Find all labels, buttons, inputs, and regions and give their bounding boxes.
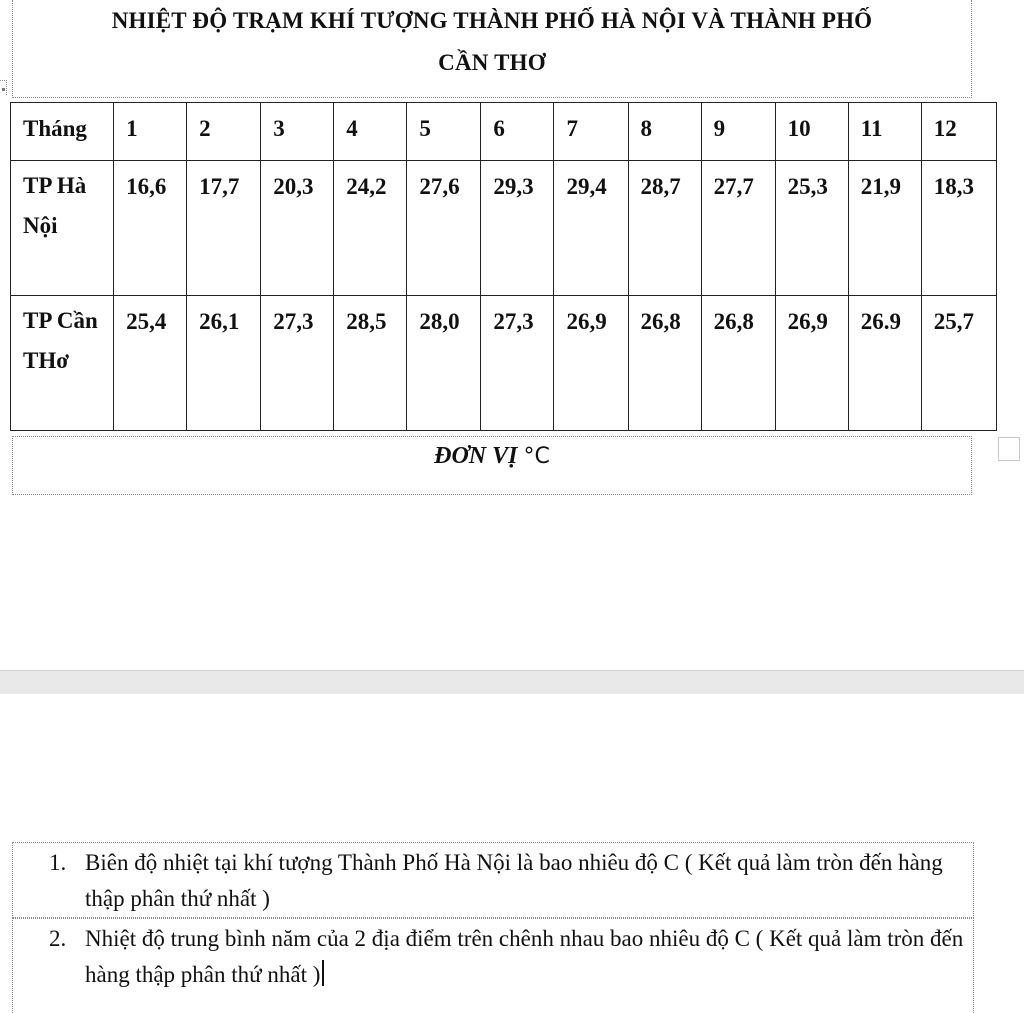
hanoi-cell-8[interactable]: 28,7 bbox=[628, 161, 701, 296]
question-1-text: Biên độ nhiệt tại khí tượng Thành Phố Hà Nội là bao nhiêu độ C ( Kết quả làm tròn đến hàng thập phân thứ nhất ) bbox=[85, 850, 943, 911]
header-month-8[interactable]: 8 bbox=[628, 103, 701, 161]
cantho-cell-8[interactable]: 26,8 bbox=[628, 296, 701, 431]
cantho-cell-10[interactable]: 26,9 bbox=[775, 296, 848, 431]
unit-symbol: °C bbox=[523, 444, 550, 469]
cantho-cell-12[interactable]: 25,7 bbox=[921, 296, 996, 431]
text-cursor bbox=[322, 960, 324, 986]
unit-line bbox=[434, 443, 550, 469]
row-label-hanoi[interactable]: TP Hà Nội bbox=[11, 161, 114, 296]
cantho-cell-1[interactable]: 25,4 bbox=[114, 296, 187, 431]
table-add-row-handle[interactable] bbox=[998, 437, 1020, 461]
hanoi-cell-6[interactable]: 29,3 bbox=[481, 161, 554, 296]
cantho-cell-7[interactable]: 26,9 bbox=[554, 296, 628, 431]
question-2-text: Nhiệt độ trung bình năm của 2 địa điểm trên chênh nhau bao nhiêu độ C ( Kết quả làm tròn đến hàng thập phân thứ nhất ) bbox=[85, 926, 964, 987]
hanoi-cell-7[interactable]: 29,4 bbox=[554, 161, 628, 296]
header-month-9[interactable]: 9 bbox=[701, 103, 775, 161]
hanoi-cell-9[interactable]: 27,7 bbox=[701, 161, 775, 296]
cantho-cell-3[interactable]: 27,3 bbox=[261, 296, 334, 431]
cantho-cell-4[interactable]: 28,5 bbox=[334, 296, 407, 431]
header-month-4[interactable]: 4 bbox=[334, 103, 407, 161]
unit-box[interactable] bbox=[12, 436, 972, 495]
question-1-number: 1. bbox=[49, 850, 67, 875]
cantho-cell-6[interactable]: 27,3 bbox=[481, 296, 554, 431]
hanoi-cell-3[interactable]: 20,3 bbox=[261, 161, 334, 296]
hanoi-cell-5[interactable]: 27,6 bbox=[407, 161, 481, 296]
hanoi-cell-2[interactable]: 17,7 bbox=[187, 161, 261, 296]
hanoi-cell-1[interactable]: 16,6 bbox=[114, 161, 187, 296]
title-box[interactable] bbox=[12, 0, 972, 98]
table-row-hanoi bbox=[11, 161, 997, 296]
header-month-2[interactable]: 2 bbox=[187, 103, 261, 161]
header-month-label[interactable]: Tháng bbox=[11, 103, 114, 161]
header-month-6[interactable]: 6 bbox=[481, 103, 554, 161]
page-break-gap bbox=[0, 670, 1024, 695]
header-month-3[interactable]: 3 bbox=[261, 103, 334, 161]
hanoi-cell-11[interactable]: 21,9 bbox=[848, 161, 921, 296]
cantho-cell-11[interactable]: 26.9 bbox=[848, 296, 921, 431]
hanoi-cell-12[interactable]: 18,3 bbox=[921, 161, 996, 296]
hanoi-cell-4[interactable]: 24,2 bbox=[334, 161, 407, 296]
question-2[interactable] bbox=[12, 918, 974, 1013]
question-2-text-wrap bbox=[85, 921, 965, 993]
document-title-line-2: CẦN THƠ bbox=[438, 50, 546, 75]
cantho-cell-9[interactable]: 26,8 bbox=[701, 296, 775, 431]
document-title-line-1: NHIỆT ĐỘ TRẠM KHÍ TƯỢNG THÀNH PHỐ HÀ NỘI VÀ THÀNH PHỐ bbox=[111, 8, 873, 33]
question-1[interactable] bbox=[12, 842, 974, 918]
header-month-12[interactable]: 12 bbox=[921, 103, 996, 161]
temperature-table[interactable] bbox=[10, 102, 997, 431]
cantho-cell-2[interactable]: 26,1 bbox=[187, 296, 261, 431]
table-row-cantho bbox=[11, 296, 997, 431]
table-move-handle-icon[interactable] bbox=[2, 88, 5, 91]
hanoi-cell-10[interactable]: 25,3 bbox=[775, 161, 848, 296]
unit-label: ĐƠN VỊ bbox=[434, 443, 518, 469]
row-label-cantho[interactable]: TP Cần THơ bbox=[11, 296, 114, 431]
header-month-5[interactable]: 5 bbox=[407, 103, 481, 161]
header-month-7[interactable]: 7 bbox=[554, 103, 628, 161]
cantho-cell-5[interactable]: 28,0 bbox=[407, 296, 481, 431]
table-header-row bbox=[11, 103, 997, 161]
header-month-1[interactable]: 1 bbox=[114, 103, 187, 161]
header-month-11[interactable]: 11 bbox=[848, 103, 921, 161]
question-2-number: 2. bbox=[49, 926, 67, 951]
header-month-10[interactable]: 10 bbox=[775, 103, 848, 161]
